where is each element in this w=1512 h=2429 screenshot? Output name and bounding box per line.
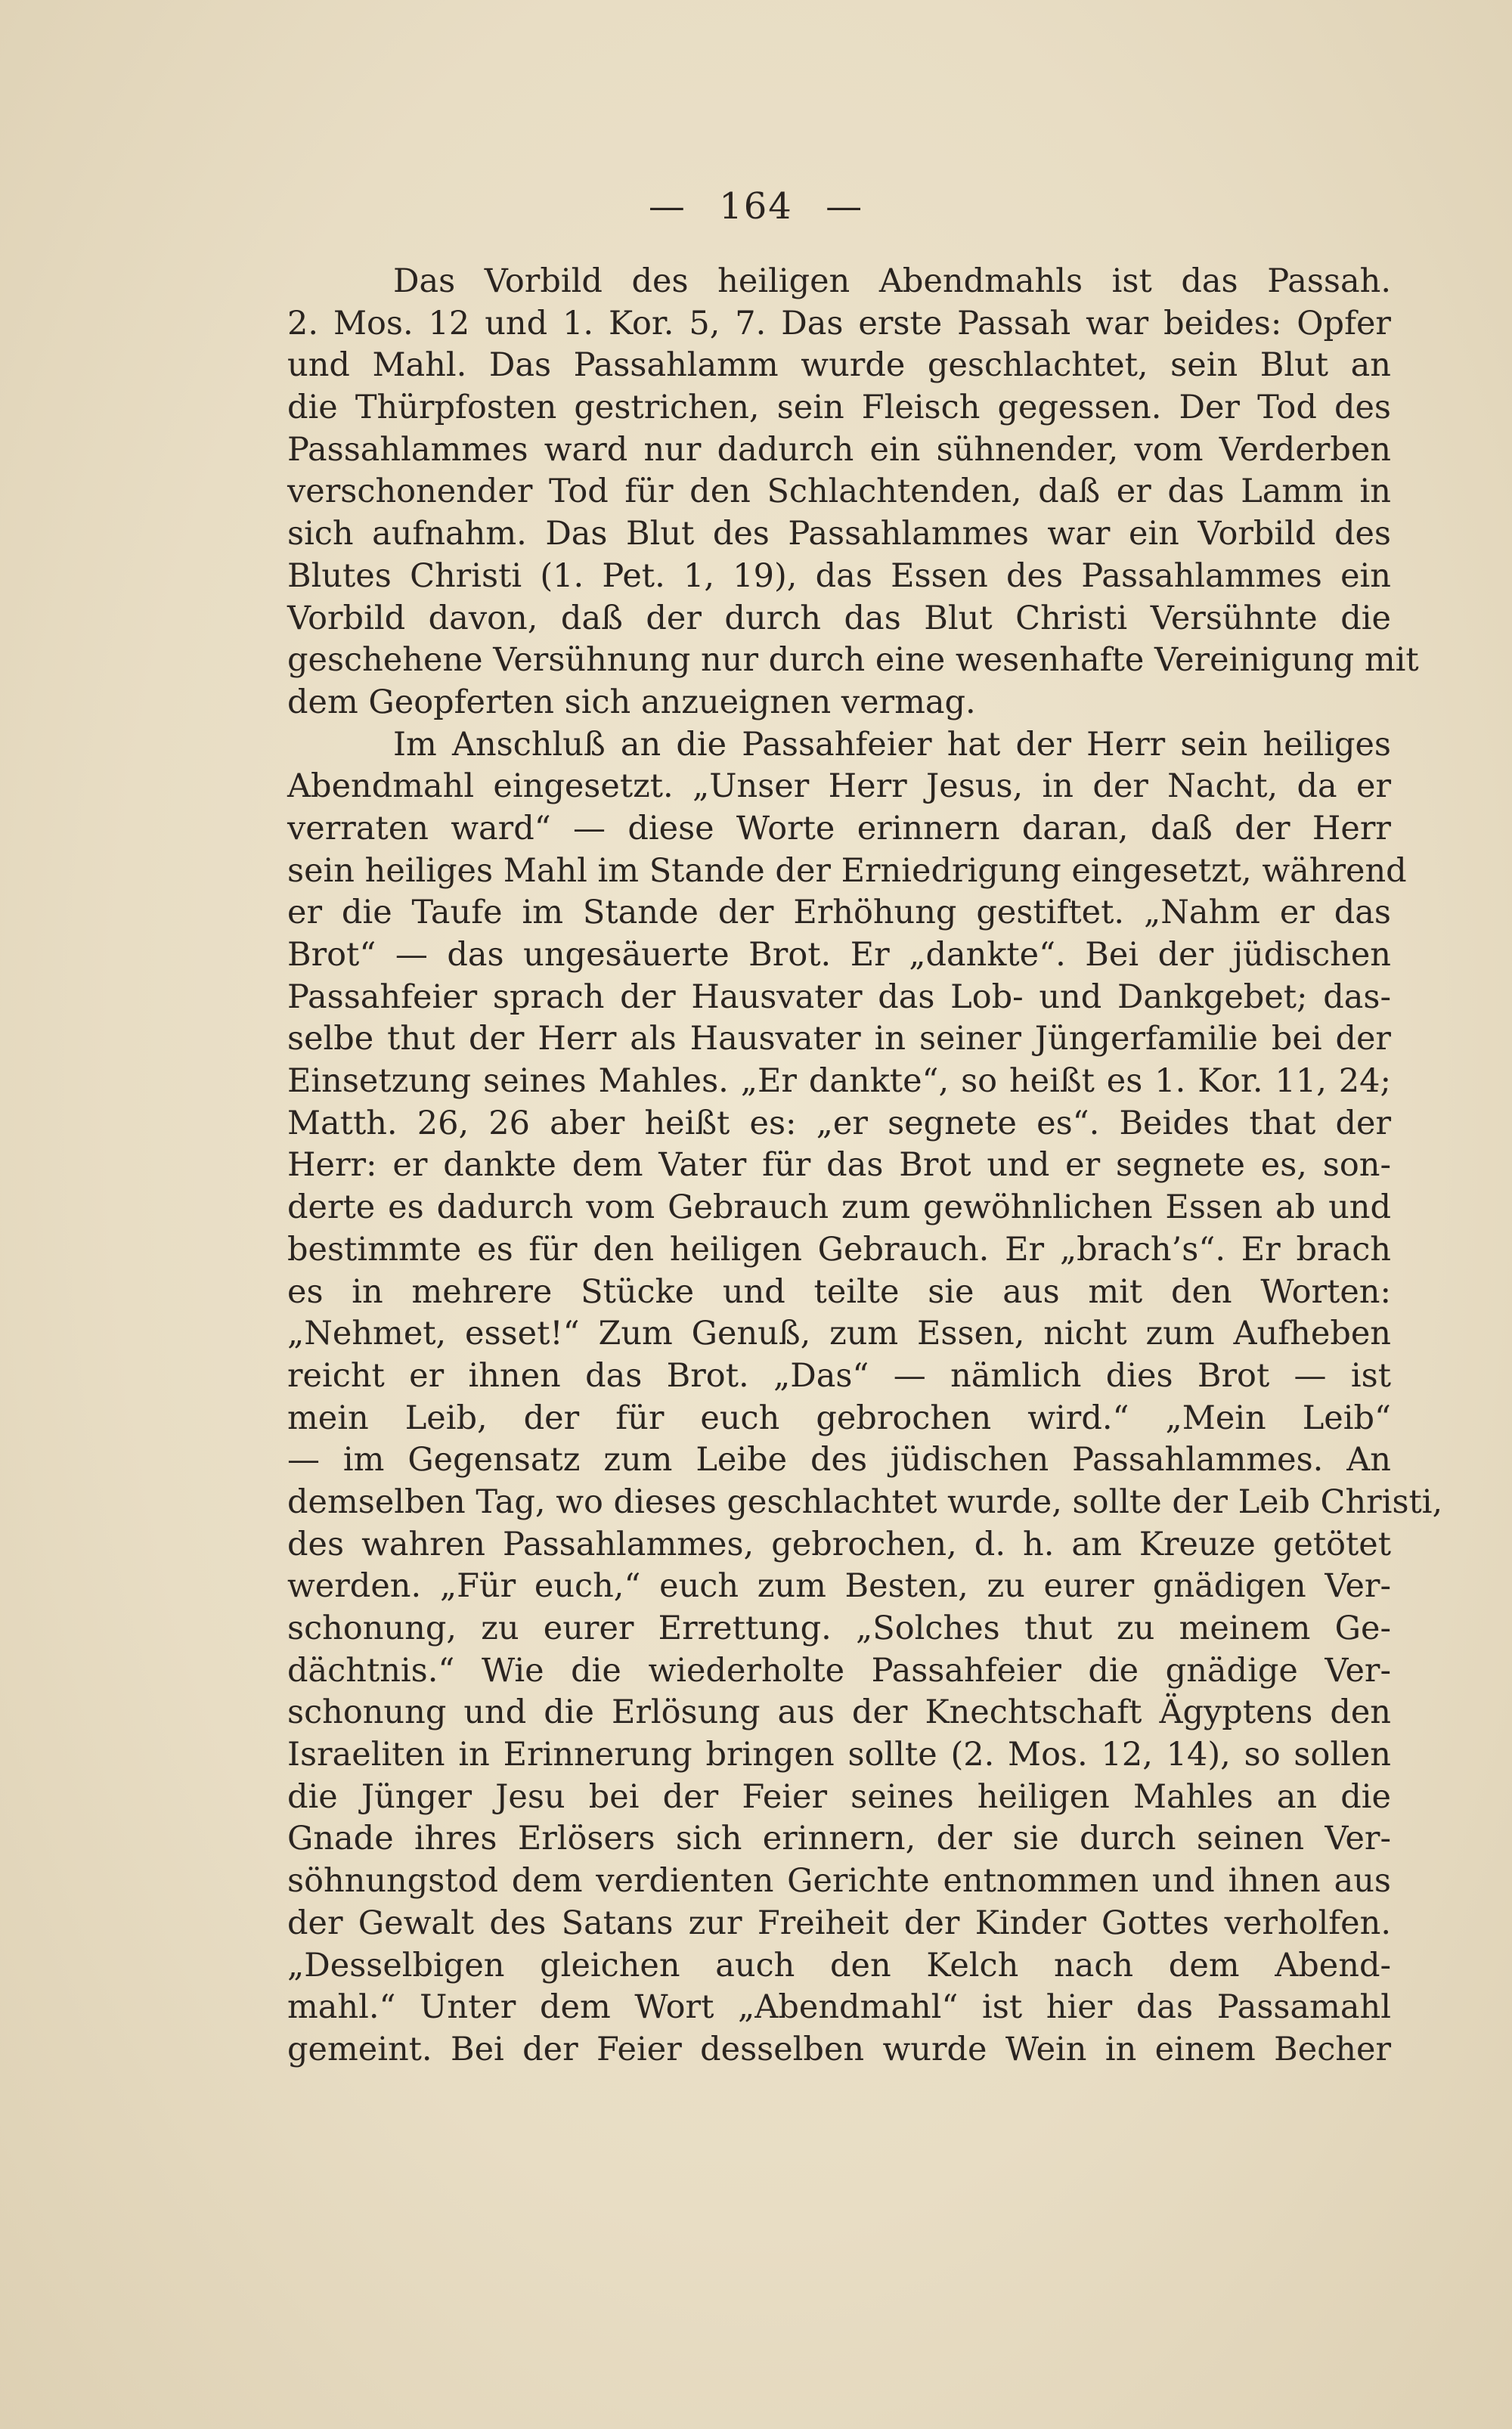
- text-line: er die Taufe im Stande der Erhöhung gestiftet. „Nahm er das: [287, 894, 1391, 932]
- text-line: Das Vorbild des heiligen Abendmahls ist das Passah.: [393, 262, 1391, 300]
- text-line: „Desselbigen gleichen auch den Kelch nach dem Abend-: [287, 1946, 1391, 1984]
- text-line: Blutes Christi (1. Pet. 1, 19), das Essen des Passahlammes ein: [287, 556, 1391, 595]
- text-line: dächtnis.“ Wie die wiederholte Passahfeier die gnädige Ver-: [287, 1651, 1391, 1690]
- text-line: reicht er ihnen das Brot. „Das“ — nämlich dies Brot — ist: [287, 1356, 1391, 1395]
- text-line: sich aufnahm. Das Blut des Passahlammes war ein Vorbild des: [287, 515, 1391, 553]
- text-line: schonung, zu eurer Errettung. „Solches thut zu meinem Ge-: [287, 1610, 1391, 1647]
- text-line: Passahfeier sprach der Hausvater das Lob- und Dankgebet; das-: [287, 977, 1391, 1016]
- body-text: [287, 261, 1443, 2071]
- text-line: mahl.“ Unter dem Wort „Abendmahl“ ist hier das Passamahl: [287, 1988, 1391, 2027]
- text-line: Passahlammes ward nur dadurch ein sühnender, vom Verderben: [287, 430, 1391, 469]
- text-line: und Mahl. Das Passahlamm wurde geschlachtet, sein Blut an: [287, 346, 1391, 385]
- text-line: — im Gegensatz zum Leibe des jüdischen Passahlammes. An: [287, 1441, 1391, 1479]
- paragraph-1: [287, 261, 1419, 724]
- text-line: sein heiliges Mahl im Stande der Erniedrigung eingesetzt, während: [287, 851, 1407, 890]
- text-line: Matth. 26, 26 aber heißt es: „er segnete es“. Beides that der: [287, 1104, 1391, 1142]
- text-line: verraten ward“ — diese Worte erinnern daran, daß der Herr: [287, 809, 1391, 847]
- text-line: verschonender Tod für den Schlachtenden, daß er das Lamm in: [287, 472, 1391, 511]
- text-line: Im Anschluß an die Passahfeier hat der Herr sein heiliges: [393, 725, 1391, 764]
- text-line: Israeliten in Erinnerung bringen sollte (2. Mos. 12, 14), so sollen: [287, 1736, 1391, 1774]
- text-line: selbe thut der Herr als Hausvater in seiner Jüngerfamilie bei der: [287, 1020, 1391, 1058]
- text-line: es in mehrere Stücke und teilte sie aus mit den Worten:: [287, 1272, 1391, 1311]
- text-line: schonung und die Erlösung aus der Knechtschaft Ägyptens den: [287, 1693, 1391, 1732]
- text-line: Gnade ihres Erlösers sich erinnern, der sie durch seinen Ver-: [287, 1820, 1391, 1858]
- text-line: Einsetzung seines Mahles. „Er dankte“, so heißt es 1. Kor. 11, 24;: [287, 1062, 1391, 1101]
- text-line: Brot“ — das ungesäuerte Brot. Er „dankte“. Bei der jüdischen: [287, 936, 1391, 974]
- text-line: bestimmte es für den heiligen Gebrauch. Er „brach’s“. Er brach: [287, 1230, 1391, 1269]
- left-dash: —: [648, 185, 686, 228]
- text-line: „Nehmet, esset!“ Zum Genuß, zum Essen, nicht zum Aufheben: [287, 1315, 1391, 1353]
- paragraph-2: [287, 724, 1443, 2071]
- text-line: werden. „Für euch,“ euch zum Besten, zu eurer gnädigen Ver-: [287, 1567, 1391, 1606]
- text-line: Herr: er dankte dem Vater für das Brot und er segnete es, son-: [287, 1146, 1391, 1185]
- text-line: der Gewalt des Satans zur Freiheit der Kinder Gottes verholfen.: [287, 1904, 1391, 1942]
- text-line: demselben Tag, wo dieses geschlachtet wurde, sollte der Leib Christi,: [287, 1482, 1443, 1521]
- page-number-header: [0, 185, 1512, 228]
- text-line: mein Leib, der für euch gebrochen wird.“ „Mein Leib“: [287, 1399, 1391, 1437]
- text-line: Vorbild davon, daß der durch das Blut Christi Versühnte die: [287, 599, 1391, 637]
- text-line: des wahren Passahlammes, gebrochen, d. h. am Kreuze getötet: [287, 1525, 1391, 1563]
- text-line: Abendmahl eingesetzt. „Unser Herr Jesus, in der Nacht, da er: [287, 767, 1391, 806]
- text-line: söhnungstod dem verdienten Gerichte entnommen und ihnen aus: [287, 1862, 1391, 1901]
- text-line: die Thürpfosten gestrichen, sein Fleisch gegessen. Der Tod des: [287, 389, 1391, 427]
- text-line: dem Geopferten sich anzueignen vermag.: [287, 683, 976, 721]
- text-line: die Jünger Jesu bei der Feier seines heiligen Mahles an die: [287, 1777, 1391, 1816]
- text-line: gemeint. Bei der Feier desselben wurde Wein in einem Becher: [287, 2030, 1391, 2068]
- right-dash: —: [826, 185, 864, 228]
- text-line: 2. Mos. 12 und 1. Kor. 5, 7. Das erste Passah war beides: Opfer: [287, 304, 1391, 342]
- text-line: geschehene Versühnung nur durch eine wesenhafte Vereinigung mit: [287, 641, 1419, 680]
- text-line: derte es dadurch vom Gebrauch zum gewöhnlichen Essen ab und: [287, 1188, 1391, 1227]
- page-number: 164: [719, 185, 793, 228]
